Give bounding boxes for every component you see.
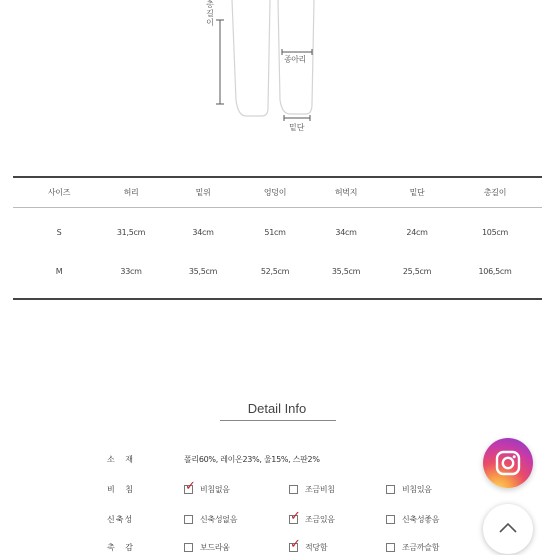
table-cell: 31,5cm (116, 228, 146, 237)
chevron-up-icon (498, 521, 518, 535)
option-label: 비침있음 (402, 484, 432, 494)
checkbox (289, 485, 298, 494)
option-label: 보드라움 (200, 542, 230, 552)
header-hip: 엉덩이 (263, 188, 287, 197)
option-stretch-none (184, 513, 237, 525)
header-length: 총길이 (483, 188, 507, 197)
table-cell: 35,5cm (331, 267, 361, 276)
option-label: 조금까슬함 (402, 542, 440, 552)
option-texture-rough (386, 541, 439, 553)
stretch-label: 신축성 (107, 515, 134, 524)
checkbox (386, 485, 395, 494)
table-cell: 35,5cm (188, 267, 218, 276)
size-table (13, 176, 542, 300)
pants-diagram (0, 0, 555, 140)
header-rise: 밑위 (195, 188, 211, 197)
table-cell: S (56, 228, 62, 237)
table-cell: 33cm (120, 267, 142, 276)
option-sheer-yes (386, 483, 432, 495)
hem-label: 밑단 (289, 123, 305, 132)
checkmark-icon: ✓ (290, 508, 301, 524)
option-sheer-slight (289, 483, 335, 495)
material-label: 소 재 (107, 455, 137, 464)
instagram-icon (495, 450, 521, 476)
table-cell: 24cm (406, 228, 428, 237)
checkbox (386, 515, 395, 524)
option-texture-soft (184, 541, 230, 553)
detail-info-title: Detail Info (247, 401, 307, 416)
instagram-button[interactable] (483, 438, 533, 488)
calf-label: 종아리 (284, 55, 306, 64)
option-label: 조금있음 (305, 514, 335, 524)
scroll-to-top-button[interactable] (483, 504, 533, 554)
material-value: 폴리60%, 레이온23%, 울15%, 스판2% (184, 455, 320, 464)
texture-label: 촉 감 (107, 543, 137, 552)
checkbox (386, 543, 395, 552)
option-stretch-some (289, 508, 335, 525)
checkbox (289, 508, 301, 524)
size-table-header (13, 178, 542, 208)
checkbox (184, 515, 193, 524)
header-thigh: 허벅지 (334, 188, 358, 197)
table-cell: 25,5cm (402, 267, 432, 276)
table-cell: 105cm (482, 228, 508, 237)
sheerness-label: 비 침 (107, 485, 137, 494)
detail-title-underline (220, 420, 336, 421)
option-sheer-none (184, 478, 230, 495)
option-label: 비침없음 (200, 484, 230, 494)
checkbox (289, 536, 301, 552)
option-label: 신축성없음 (200, 514, 238, 524)
option-stretch-good (386, 513, 439, 525)
table-cell: 51cm (264, 228, 286, 237)
table-row (13, 223, 542, 243)
option-label: 신축성좋음 (402, 514, 440, 524)
option-label: 적당함 (305, 542, 328, 552)
table-cell: M (55, 267, 63, 276)
header-size: 사이즈 (47, 188, 71, 197)
checkmark-icon: ✓ (185, 478, 196, 494)
pants-illustration (0, 0, 555, 140)
header-waist: 허리 (123, 188, 139, 197)
option-texture-moderate (289, 536, 328, 553)
total-length-label: 총길이 (206, 0, 214, 27)
table-cell: 34cm (335, 228, 357, 237)
table-row (13, 262, 542, 282)
table-cell: 52,5cm (260, 267, 290, 276)
option-label: 조금비침 (305, 484, 335, 494)
table-cell: 34cm (192, 228, 214, 237)
checkbox (184, 543, 193, 552)
header-hem: 밑단 (409, 188, 425, 197)
table-cell: 106,5cm (478, 267, 512, 276)
checkbox (184, 478, 196, 494)
checkmark-icon: ✓ (290, 536, 301, 552)
